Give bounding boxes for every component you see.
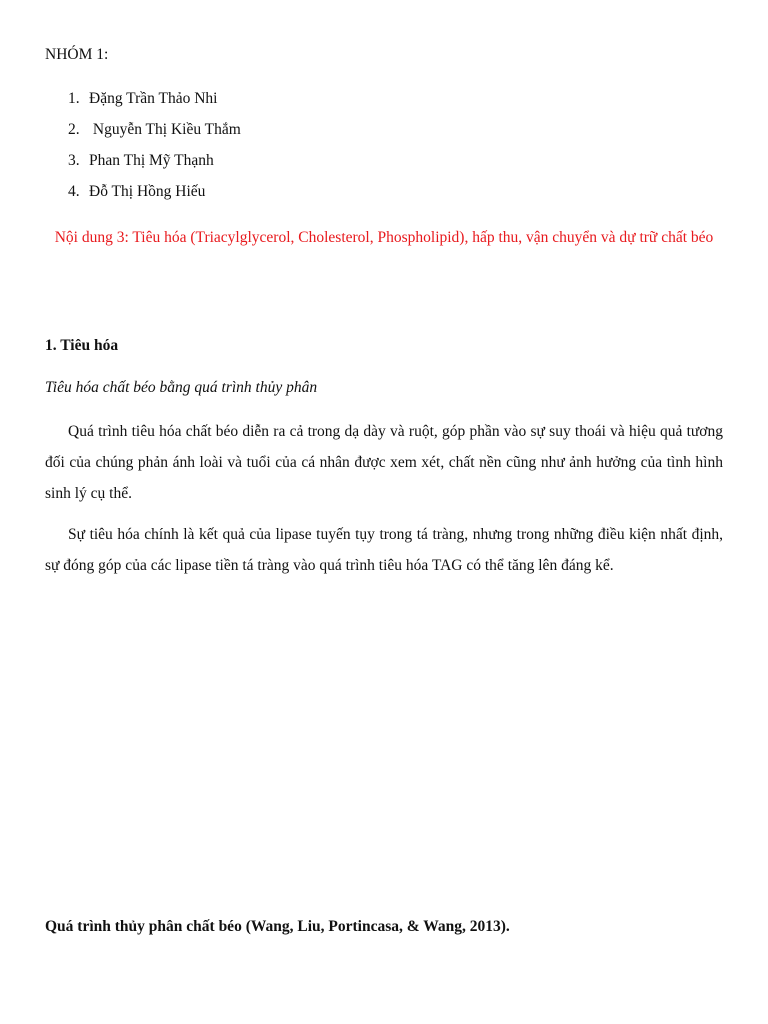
member-name: Nguyễn Thị Kiều Thắm — [89, 121, 241, 138]
member-name: Đỗ Thị Hồng Hiếu — [89, 183, 206, 200]
list-item — [68, 150, 241, 181]
list-item — [68, 88, 241, 119]
member-number: 1. — [68, 90, 80, 107]
member-number: 4. — [68, 183, 80, 200]
member-name: Phan Thị Mỹ Thạnh — [89, 152, 214, 169]
figure-caption: Quá trình thủy phân chất béo (Wang, Liu, Portincasa, & Wang, 2013). — [45, 918, 510, 935]
section-heading: 1. Tiêu hóa — [45, 337, 119, 354]
topic-title: Nội dung 3: Tiêu hóa (Triacylglycerol, Cholesterol, Phospholipid), hấp thu, vận chuyển và dự trữ chất béo — [54, 229, 714, 246]
member-number: 2. — [68, 121, 80, 138]
section-subheading: Tiêu hóa chất béo bằng quá trình thủy phân — [45, 379, 318, 396]
group-title: NHÓM 1: — [45, 46, 109, 63]
member-number: 3. — [68, 152, 80, 169]
list-item — [68, 119, 241, 150]
body-paragraph: Quá trình tiêu hóa chất béo diễn ra cả trong dạ dày và ruột, góp phần vào sự suy thoái và hiệu quả tương đối của chúng phản ánh loài và tuổi của cá nhân được xem xét, chất nền cũng như ảnh hưởng của tình hình sinh lý cụ thể. — [45, 423, 723, 502]
member-name: Đặng Trần Thảo Nhi — [89, 90, 218, 107]
list-item — [68, 181, 241, 212]
member-list — [68, 88, 241, 212]
body-paragraph: Sự tiêu hóa chính là kết quả của lipase tuyến tụy trong tá tràng, nhưng trong những điều kiện nhất định, sự đóng góp của các lipase tiền tá tràng vào quá trình tiêu hóa TAG có thể tăng lên đáng kể. — [45, 526, 723, 574]
